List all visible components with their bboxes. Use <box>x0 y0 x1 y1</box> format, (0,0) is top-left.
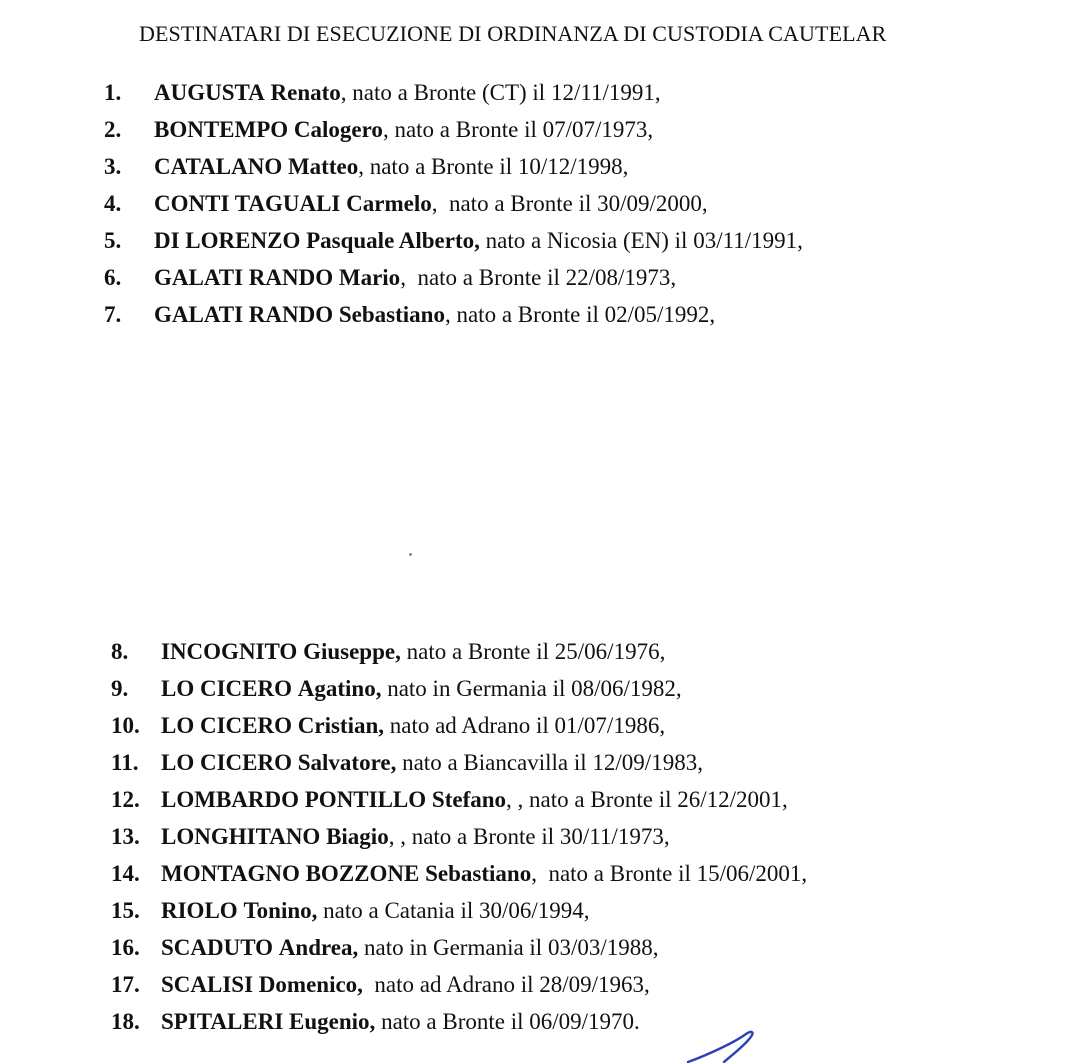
item-first-name: Stefano <box>431 787 507 812</box>
item-first-name: Biagio <box>326 824 389 849</box>
item-birth-details: , nato a Bronte il 22/08/1973, <box>400 265 677 290</box>
item-surname: SPITALERI <box>161 1009 284 1034</box>
item-number: 13. <box>111 824 140 849</box>
list-item <box>111 966 807 1003</box>
item-surname: AUGUSTA <box>154 80 265 105</box>
item-birth-details: nato a Biancavilla il 12/09/1983, <box>396 750 703 775</box>
list-item <box>104 148 803 185</box>
list-item <box>111 892 807 929</box>
item-first-name: Matteo <box>287 154 359 179</box>
item-number: 14. <box>111 861 140 886</box>
item-surname: INCOGNITO <box>161 639 298 664</box>
item-number: 3. <box>104 154 122 179</box>
item-surname: LO CICERO <box>161 676 292 701</box>
item-number: 12. <box>111 787 140 812</box>
item-first-name: Pasquale Alberto, <box>306 228 480 253</box>
item-first-name: Giuseppe, <box>303 639 401 664</box>
item-number: 1. <box>104 80 122 105</box>
item-birth-details: nato in Germania il 08/06/1982, <box>381 676 682 701</box>
item-number: 2. <box>104 117 122 142</box>
item-birth-details: nato ad Adrano il 28/09/1963, <box>362 972 650 997</box>
item-first-name: Carmelo <box>346 191 432 216</box>
item-surname: RIOLO <box>161 898 238 923</box>
item-first-name: Domenico, <box>258 972 363 997</box>
item-surname: LOMBARDO PONTILLO <box>161 787 427 812</box>
item-surname: GALATI RANDO <box>154 265 334 290</box>
list-item <box>111 670 807 707</box>
item-surname: MONTAGNO BOZZONE <box>161 861 420 886</box>
list-item <box>111 929 807 966</box>
item-surname: LONGHITANO <box>161 824 321 849</box>
item-birth-details: nato a Nicosia (EN) il 03/11/1991, <box>479 228 803 253</box>
item-number: 4. <box>104 191 122 216</box>
item-surname: DI LORENZO <box>154 228 301 253</box>
item-first-name: Sebastiano <box>425 861 532 886</box>
list-item <box>104 259 803 296</box>
item-birth-details: nato a Catania il 30/06/1994, <box>317 898 590 923</box>
item-surname: SCALISI <box>161 972 254 997</box>
item-birth-details: , nato a Bronte il 07/07/1973, <box>382 117 654 142</box>
item-surname: LO CICERO <box>161 713 292 738</box>
item-surname: CONTI TAGUALI <box>154 191 341 216</box>
item-surname: SCADUTO <box>161 935 274 960</box>
item-number: 11. <box>111 750 139 775</box>
item-first-name: Renato <box>270 80 341 105</box>
item-surname: LO CICERO <box>161 750 292 775</box>
document-title: DESTINATARI DI ESECUZIONE DI ORDINANZA DI CUSTODIA CAUTELAR <box>139 21 887 46</box>
item-first-name: Eugenio, <box>289 1009 376 1034</box>
item-surname: BONTEMPO <box>154 117 289 142</box>
list-item <box>111 855 807 892</box>
list-item <box>111 633 807 670</box>
item-birth-details: , , nato a Bronte il 26/12/2001, <box>506 787 788 812</box>
item-first-name: Tonino, <box>243 898 318 923</box>
item-birth-details: , nato a Bronte il 10/12/1998, <box>358 154 629 179</box>
item-birth-details: , nato a Bronte (CT) il 12/11/1991, <box>340 80 661 105</box>
item-number: 17. <box>111 972 140 997</box>
item-birth-details: nato ad Adrano il 01/07/1986, <box>384 713 666 738</box>
item-first-name: Andrea, <box>278 935 359 960</box>
signature-stroke-icon <box>680 1028 770 1063</box>
item-number: 15. <box>111 898 140 923</box>
item-birth-details: , nato a Bronte il 02/05/1992, <box>444 302 716 327</box>
item-number: 18. <box>111 1009 140 1034</box>
recipients-list-first <box>104 74 803 333</box>
item-number: 6. <box>104 265 122 290</box>
list-item <box>104 185 803 222</box>
item-first-name: Calogero <box>293 117 383 142</box>
item-first-name: Cristian, <box>297 713 384 738</box>
item-birth-details: nato a Bronte il 06/09/1970. <box>375 1009 640 1034</box>
item-birth-details: nato in Germania il 03/03/1988, <box>358 935 659 960</box>
item-birth-details: , nato a Bronte il 15/06/2001, <box>531 861 808 886</box>
item-number: 16. <box>111 935 140 960</box>
item-number: 7. <box>104 302 122 327</box>
list-item <box>111 781 807 818</box>
item-number: 5. <box>104 228 122 253</box>
list-item <box>111 707 807 744</box>
list-item <box>111 744 807 781</box>
list-item <box>111 818 807 855</box>
item-birth-details: nato a Bronte il 25/06/1976, <box>400 639 666 664</box>
item-number: 8. <box>111 639 129 664</box>
list-item <box>104 296 803 333</box>
item-birth-details: , nato a Bronte il 30/09/2000, <box>431 191 708 216</box>
item-first-name: Mario <box>338 265 401 290</box>
list-item <box>104 222 803 259</box>
recipients-list-second <box>111 633 807 1040</box>
list-item <box>104 111 803 148</box>
item-surname: CATALANO <box>154 154 283 179</box>
scan-speck <box>409 553 412 556</box>
item-first-name: Salvatore, <box>297 750 397 775</box>
item-birth-details: , , nato a Bronte il 30/11/1973, <box>388 824 670 849</box>
item-number: 9. <box>111 676 129 701</box>
item-first-name: Sebastiano <box>338 302 445 327</box>
list-item <box>104 74 803 111</box>
signature-path <box>688 1032 753 1062</box>
item-first-name: Agatino, <box>297 676 382 701</box>
item-number: 10. <box>111 713 140 738</box>
item-surname: GALATI RANDO <box>154 302 334 327</box>
